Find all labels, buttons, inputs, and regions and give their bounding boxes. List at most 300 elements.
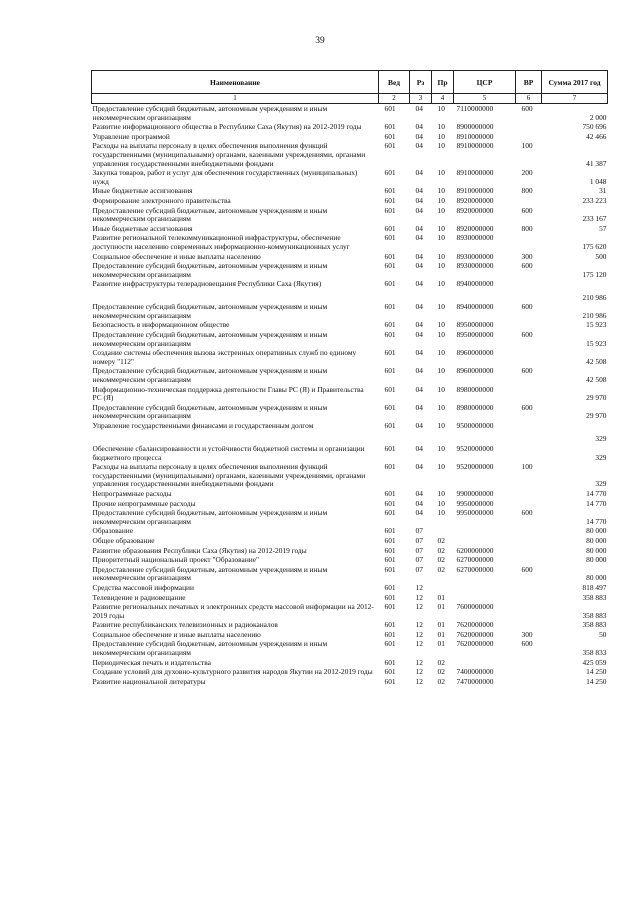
row-sum: 210 986 [582, 292, 607, 302]
row-vr: 600 [521, 302, 533, 312]
header-sum: Сумма 2017 год [542, 71, 608, 94]
row-rz: 12 [415, 667, 423, 677]
row-name: Социальное обеспечение и иные выплаты населению [92, 251, 261, 261]
row-rz: 12 [415, 629, 423, 639]
row-sum: 358 883 [582, 592, 607, 602]
row-csr: 8910000000 [456, 141, 494, 151]
table-body [92, 104, 608, 687]
row-rz: 07 [415, 535, 423, 545]
row-pr: 01 [437, 592, 445, 602]
row-ved: 601 [384, 555, 396, 565]
row-vr [516, 593, 542, 603]
row-pr: 01 [437, 602, 445, 612]
row-csr: 8950000000 [456, 330, 494, 340]
row-sum: 750 696 [582, 122, 607, 132]
row-csr: 8930000000 [456, 233, 494, 243]
row-csr: 7400000000 [456, 667, 494, 677]
row-rz: 12 [415, 676, 423, 686]
table-row [92, 141, 608, 168]
row-ved: 601 [384, 498, 396, 508]
row-ved: 601 [384, 320, 396, 330]
column-number-row [92, 94, 608, 104]
table-row [92, 302, 608, 320]
column-number: 4 [432, 94, 454, 104]
row-vr [516, 658, 542, 668]
row-rz: 04 [415, 444, 423, 453]
row-pr: 10 [437, 104, 445, 113]
row-pr: 10 [437, 131, 445, 141]
row-pr: 10 [437, 233, 445, 243]
row-ved: 601 [384, 302, 396, 312]
row-csr: 9950000000 [456, 498, 494, 508]
row-csr: 8920000000 [456, 205, 494, 215]
row-name: Общее образование [92, 535, 155, 545]
row-vr: 100 [521, 462, 533, 472]
row-name: Иные бюджетные ассигнования [92, 223, 193, 233]
row-name: Приоритетный национальный проект "Образование" [92, 555, 260, 565]
row-ved: 601 [384, 195, 396, 205]
row-csr: 8960000000 [456, 366, 494, 376]
row-rz: 04 [415, 302, 423, 312]
row-csr: 8920000000 [456, 195, 494, 205]
row-rz: 04 [415, 131, 423, 141]
page-number: 39 [315, 36, 325, 46]
row-vr [516, 667, 542, 677]
row-name: Развитие образования Республики Саха (Якутия) на 2012-2019 годы [92, 545, 307, 555]
row-sum: 233 223 [582, 195, 607, 205]
header-ved: Вед [379, 71, 410, 94]
table-row [92, 667, 608, 677]
row-sum: 500 [595, 251, 607, 261]
row-sum: 50 [599, 629, 607, 639]
row-name: Развитие региональных печатных и электронных средств массовой информации на 2012-2019 годы [92, 602, 374, 620]
row-ved: 601 [384, 421, 396, 430]
row-pr: 10 [437, 168, 445, 178]
row-ved: 601 [384, 233, 396, 243]
row-vr [516, 555, 542, 565]
row-pr: 10 [437, 508, 445, 518]
row-vr [516, 526, 542, 536]
table-row [92, 583, 608, 593]
row-csr [454, 658, 516, 668]
table-row [92, 555, 608, 565]
row-sum: 80 000 [586, 526, 607, 536]
table-row [92, 261, 608, 279]
row-rz: 12 [415, 639, 423, 649]
table-row [92, 186, 608, 196]
row-vr: 200 [521, 168, 533, 178]
row-rz: 04 [415, 168, 423, 178]
row-csr: 8960000000 [456, 348, 494, 358]
row-pr: 10 [437, 402, 445, 412]
row-name: Развитие инфраструктуры телерадиовещания Республики Саха (Якутия) [92, 279, 322, 289]
row-csr: 7110000000 [456, 104, 494, 113]
row-csr: 8980000000 [456, 402, 494, 412]
row-sum: 233 167 [582, 214, 607, 224]
row-sum: 41 387 [586, 158, 607, 168]
row-sum: 57 [599, 223, 607, 233]
row-ved: 601 [384, 205, 396, 215]
row-pr: 10 [437, 186, 445, 196]
row-name: Предоставление субсидий бюджетным, автономным учреждениям и иным некоммерческим организациям [92, 508, 328, 526]
table-row [92, 536, 608, 546]
row-rz: 04 [415, 462, 423, 472]
row-name: Непрограммные расходы [92, 488, 172, 498]
row-sum: 210 986 [582, 310, 607, 320]
row-name: Информационно-техническая поддержка деятельности Главы РС (Я) и Правительства РС (Я) [92, 384, 364, 403]
row-rz: 04 [415, 104, 423, 113]
row-vr: 600 [521, 205, 533, 215]
row-rz: 12 [415, 657, 423, 667]
row-rz: 04 [415, 195, 423, 205]
row-csr: 8950000000 [456, 320, 494, 330]
table-row [92, 444, 608, 462]
row-csr: 9500000000 [456, 421, 494, 430]
row-sum: 175 620 [582, 241, 607, 251]
row-sum: 15 923 [586, 320, 607, 330]
row-name: Предоставление субсидий бюджетным, автономным учреждениям и иным некоммерческим организациям [92, 302, 328, 320]
row-ved: 601 [384, 545, 396, 555]
row-pr: 10 [437, 320, 445, 330]
row-sum: 14 770 [586, 498, 607, 508]
row-pr: 10 [437, 421, 445, 430]
row-name: Формирование электронного правительства [92, 195, 231, 205]
row-vr [516, 348, 542, 366]
row-ved: 601 [384, 131, 396, 141]
row-sum: 80 000 [586, 545, 607, 555]
row-sum: 14 250 [586, 667, 607, 677]
row-rz: 07 [415, 526, 423, 536]
row-ved: 601 [384, 488, 396, 498]
row-name: Развитие республиканских телевизионных и радиоканалов [92, 620, 278, 630]
row-sum: 31 [599, 186, 607, 196]
row-ved: 601 [384, 602, 396, 612]
table-row [92, 348, 608, 366]
row-ved: 601 [384, 122, 396, 132]
row-vr [516, 279, 542, 302]
header-rz: Рз [410, 71, 432, 94]
row-vr: 600 [521, 639, 533, 649]
column-number: 3 [410, 94, 432, 104]
table-row [92, 252, 608, 262]
row-name: Развитие информационного общества в Республике Саха (Якутия) на 2012-2019 годы [92, 122, 362, 132]
budget-table [91, 70, 608, 686]
row-rz: 04 [415, 261, 423, 271]
row-vr [516, 132, 542, 142]
row-vr: 300 [521, 251, 533, 261]
row-rz: 04 [415, 141, 423, 151]
row-ved: 601 [384, 582, 396, 592]
row-rz: 12 [415, 582, 423, 592]
row-rz: 04 [415, 498, 423, 508]
table-row [92, 233, 608, 251]
row-ved: 601 [384, 444, 396, 453]
table-row [92, 168, 608, 186]
table-row [92, 330, 608, 348]
row-sum: 14 770 [586, 516, 607, 526]
row-vr: 600 [521, 330, 533, 340]
table-row [92, 499, 608, 509]
row-name: Предоставление субсидий бюджетным, автономным учреждениям и иным некоммерческим организациям [92, 402, 328, 421]
row-name: Предоставление субсидий бюджетным, автономным учреждениям и иным некоммерческим организациям [92, 564, 328, 583]
row-sum: 818 497 [582, 582, 607, 592]
table-row [92, 132, 608, 142]
row-pr: 10 [437, 462, 445, 472]
row-ved: 601 [384, 261, 396, 271]
row-name: Образование [92, 526, 134, 536]
table-row [92, 206, 608, 224]
row-sum: 42 508 [586, 356, 607, 366]
table-row [92, 489, 608, 499]
row-name: Создание системы обеспечения вызова экстренных оперативных служб по единому номеру "112" [92, 348, 357, 366]
row-csr: 8920000000 [456, 223, 494, 233]
table-row [92, 122, 608, 132]
row-rz: 04 [415, 233, 423, 243]
row-csr: 9900000000 [456, 488, 494, 498]
row-ved: 601 [384, 535, 396, 545]
table-row [92, 104, 608, 123]
row-vr: 300 [521, 629, 533, 639]
row-rz: 04 [415, 251, 423, 261]
row-csr [454, 583, 516, 593]
row-name: Предоставление субсидий бюджетным, автономным учреждениям и иным некоммерческим организациям [92, 205, 328, 224]
table-row [92, 546, 608, 556]
row-sum: 358 883 [582, 610, 607, 620]
row-csr: 8910000000 [456, 131, 494, 141]
row-name: Предоставление субсидий бюджетным, автономным учреждениям и иным некоммерческим организациям [92, 104, 328, 122]
row-name: Прочие непрограммные расходы [92, 498, 196, 508]
row-pr: 02 [437, 676, 445, 686]
row-rz: 04 [415, 508, 423, 518]
row-pr: 02 [437, 667, 445, 677]
row-name: Расходы на выплаты персоналу в целях обеспечения выполнения функций государственными (муниципальными) органами, казенными учреждениями, органами управления государственными внебюджетными фондами [92, 462, 366, 489]
row-ved: 601 [384, 620, 396, 630]
row-csr [454, 593, 516, 603]
row-name: Предоставление субсидий бюджетным, автономным учреждениям и иным некоммерческим организациям [92, 366, 328, 385]
row-sum: 80 000 [586, 535, 607, 545]
row-ved: 601 [384, 592, 396, 602]
row-rz: 12 [415, 592, 423, 602]
row-vr [516, 546, 542, 556]
row-sum: 175 120 [582, 269, 607, 279]
row-vr: 800 [521, 186, 533, 196]
row-ved: 601 [384, 508, 396, 518]
column-number: 7 [542, 94, 608, 104]
table-row [92, 677, 608, 687]
row-pr: 02 [437, 535, 445, 545]
row-ved: 601 [384, 462, 396, 472]
row-csr: 7600000000 [456, 602, 494, 612]
row-pr: 10 [437, 488, 445, 498]
row-name: Предоставление субсидий бюджетным, автономным учреждениям и иным некоммерческим организациям [92, 261, 328, 279]
row-sum: 358 883 [582, 620, 607, 630]
row-rz: 04 [415, 320, 423, 330]
row-vr [516, 620, 542, 630]
row-rz: 04 [415, 348, 423, 358]
row-csr: 7470000000 [456, 676, 494, 686]
row-ved: 601 [384, 251, 396, 261]
row-csr: 8930000000 [456, 251, 494, 261]
row-rz: 04 [415, 205, 423, 215]
row-pr: 02 [437, 545, 445, 555]
row-sum: 42 508 [586, 375, 607, 385]
row-csr: 8980000000 [456, 384, 494, 394]
table-row [92, 385, 608, 403]
table-row [92, 279, 608, 302]
table-row [92, 620, 608, 630]
row-sum: 42 466 [586, 131, 607, 141]
row-sum: 329 [595, 452, 607, 462]
header-name: Наименование [92, 71, 379, 94]
row-pr: 01 [437, 629, 445, 639]
row-name: Средства массовой информации [92, 582, 194, 592]
row-rz: 04 [415, 402, 423, 412]
row-ved: 601 [384, 186, 396, 196]
row-rz: 04 [415, 366, 423, 376]
row-pr: 10 [437, 122, 445, 132]
row-csr: 6200000000 [456, 545, 494, 555]
header-vr: ВР [516, 71, 542, 94]
row-ved: 601 [384, 384, 396, 394]
row-rz: 04 [415, 384, 423, 394]
row-pr: 02 [437, 555, 445, 565]
header-csr: ЦСР [454, 71, 516, 94]
row-ved: 601 [384, 657, 396, 667]
row-ved: 601 [384, 564, 396, 574]
row-csr: 9520000000 [456, 444, 494, 453]
table-row [92, 366, 608, 384]
row-rz: 04 [415, 122, 423, 132]
row-ved: 601 [384, 629, 396, 639]
row-rz: 07 [415, 545, 423, 555]
row-vr [516, 421, 542, 444]
row-vr: 600 [521, 564, 533, 574]
table-row [92, 658, 608, 668]
row-rz: 04 [415, 279, 423, 289]
row-pr [432, 583, 454, 593]
table-row [92, 639, 608, 657]
table-row [92, 508, 608, 526]
row-csr [454, 536, 516, 546]
row-vr [516, 489, 542, 499]
row-csr: 7620000000 [456, 629, 494, 639]
row-vr [516, 233, 542, 251]
row-pr: 10 [437, 251, 445, 261]
row-ved: 601 [384, 348, 396, 358]
row-ved: 601 [384, 639, 396, 649]
row-vr: 800 [521, 223, 533, 233]
row-csr: 8940000000 [456, 279, 494, 289]
row-pr: 10 [437, 366, 445, 376]
row-csr: 8930000000 [456, 261, 494, 271]
row-pr: 10 [437, 141, 445, 151]
table-row [92, 196, 608, 206]
row-rz: 04 [415, 488, 423, 498]
row-vr [516, 385, 542, 403]
table-row [92, 421, 608, 444]
row-pr: 10 [437, 223, 445, 233]
row-pr: 10 [437, 261, 445, 271]
row-vr [516, 122, 542, 132]
row-ved: 601 [384, 104, 396, 113]
row-csr: 8910000000 [456, 186, 494, 196]
header-pr: Пр [432, 71, 454, 94]
row-pr: 10 [437, 330, 445, 340]
row-ved: 601 [384, 526, 396, 536]
row-rz: 12 [415, 620, 423, 630]
row-sum: 29 970 [586, 411, 607, 421]
row-csr: 6270000000 [456, 564, 494, 574]
row-pr: 10 [437, 384, 445, 394]
column-number: 2 [379, 94, 410, 104]
row-pr: 01 [437, 620, 445, 630]
row-ved: 601 [384, 667, 396, 677]
row-name: Социальное обеспечение и иные выплаты населению [92, 629, 261, 639]
row-name: Иные бюджетные ассигнования [92, 186, 193, 196]
table-row [92, 526, 608, 536]
row-csr [454, 526, 516, 536]
row-ved: 601 [384, 366, 396, 376]
row-ved: 601 [384, 279, 396, 289]
row-pr: 10 [437, 205, 445, 215]
row-rz: 04 [415, 421, 423, 430]
header-row [92, 71, 608, 94]
row-rz: 04 [415, 330, 423, 340]
row-rz: 12 [415, 602, 423, 612]
row-sum: 14 250 [586, 676, 607, 686]
column-number: 6 [516, 94, 542, 104]
row-name: Закупка товаров, работ и услуг для обеспечения государственных (муниципальных) нужд [92, 168, 358, 186]
row-vr: 600 [521, 104, 533, 113]
table-row [92, 602, 608, 620]
row-name: Развитие региональной телекоммуникационной инфраструктуры, обеспечение доступности населению современных информационно-коммуникационных услуг [92, 233, 350, 251]
row-name: Управление государственными финансами и государственным долгом [92, 421, 314, 430]
column-number: 5 [454, 94, 516, 104]
row-sum: 15 923 [586, 338, 607, 348]
row-csr: 8900000000 [456, 122, 494, 132]
row-vr: 100 [521, 141, 533, 151]
row-sum: 2 000 [589, 112, 607, 122]
row-sum: 80 000 [586, 573, 607, 583]
row-vr [516, 583, 542, 593]
row-vr [516, 444, 542, 462]
table-row [92, 593, 608, 603]
table-row [92, 320, 608, 330]
column-number: 1 [92, 94, 379, 104]
row-vr: 600 [521, 508, 533, 518]
row-sum: 29 970 [586, 393, 607, 403]
row-vr [516, 320, 542, 330]
row-pr: 01 [437, 639, 445, 649]
row-name: Безопасность в информационном обществе [92, 320, 230, 330]
row-pr: 10 [437, 195, 445, 205]
row-name: Периодическая печать и издательства [92, 657, 211, 667]
row-pr: 02 [437, 657, 445, 667]
row-pr: 10 [437, 279, 445, 289]
row-sum: 1 048 [589, 176, 607, 186]
row-name: Управление программой [92, 131, 170, 141]
row-name: Создание условий для духовно-культурного развития народов Якутии на 2012-2019 годы [92, 667, 373, 677]
row-name: Расходы на выплаты персоналу в целях обеспечения выполнения функций государственными (муниципальными) органами, казенными учреждениями, органами управления государственными внебюджетными фондами [92, 141, 366, 168]
row-sum: 80 000 [586, 555, 607, 565]
row-csr: 6270000000 [456, 555, 494, 565]
row-ved: 601 [384, 402, 396, 412]
row-name: Телевидение и радиовещание [92, 592, 186, 602]
row-sum: 329 [595, 479, 607, 489]
row-pr: 10 [437, 348, 445, 358]
table-row [92, 224, 608, 234]
table-row [92, 462, 608, 489]
